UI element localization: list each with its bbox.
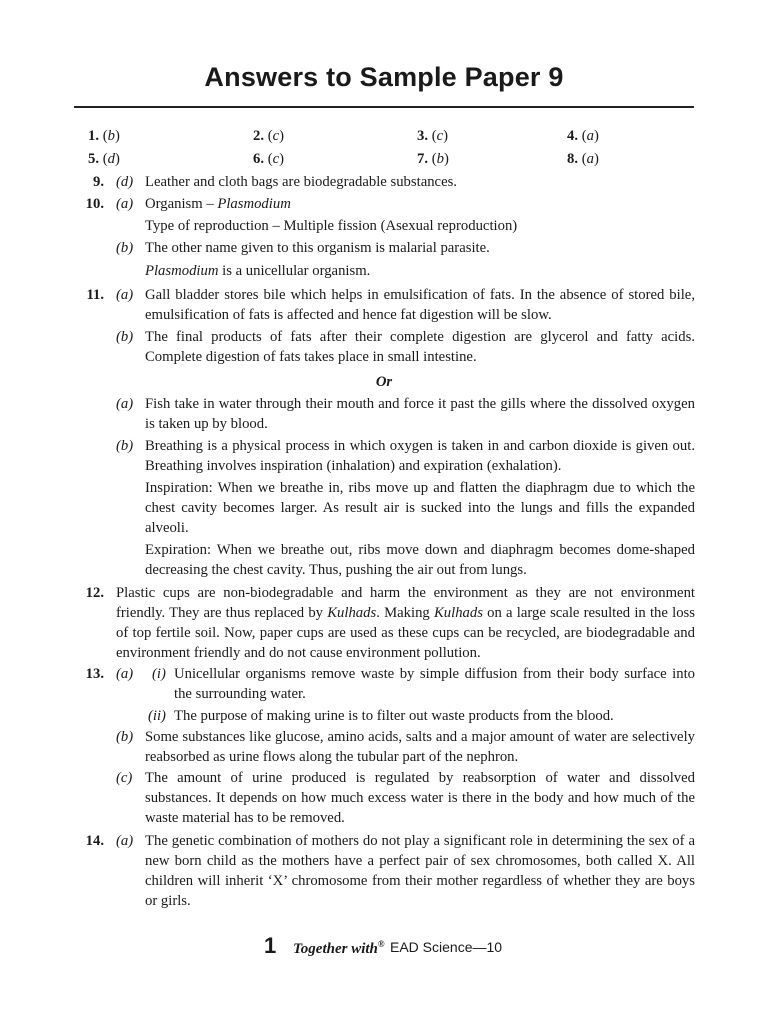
mcq-answer-8: 8. (a): [567, 151, 599, 167]
sub-label: (d): [116, 174, 134, 190]
answer-10-b-line2: Plasmodium is a unicellular organism.: [145, 263, 371, 279]
answer-text: Gall bladder stores bile which helps in emulsification of fats. In the absence of stored bile, emulsification of fats is affected and hence fat digestion will be slow.: [145, 287, 695, 323]
sub-label: (a): [116, 833, 134, 849]
page-title: Answers to Sample Paper 9: [204, 62, 564, 92]
sub-label: (b): [116, 329, 134, 345]
answer-text: The final products of fats after their complete digestion are glycerol and fatty acids. Complete digestion of fats takes place in small intestine.: [145, 329, 695, 365]
answer-10-reproduction: Type of reproduction – Multiple fission (Asexual reproduction): [145, 218, 518, 234]
answer-text: The genetic combination of mothers do not play a significant role in determining the sex of a new born child as the mothers have a perfect pair of sex chromosomes, both called X. All children will inherit ‘X’ chromosome from their mother regardless of whether they are boys or girls.: [145, 833, 695, 909]
question-number: 12.: [85, 585, 104, 601]
question-number: 10.: [85, 196, 104, 212]
mcq-answer-6: 6. (c): [253, 151, 285, 167]
answer-text: The amount of urine produced is regulated by reabsorption of water and dissolved substances. It depends on how much excess water is there in the body and how much of the waste material has to be removed.: [145, 770, 695, 826]
mcq-answer-4: 4. (a): [567, 128, 599, 144]
sub-label: (a): [116, 287, 134, 303]
sub-label: (a): [116, 196, 134, 212]
mcq-answer-3: 3. (c): [417, 128, 449, 144]
expiration-text: Expiration: When we breathe out, ribs move down and diaphragm becomes dome-shaped decreasing the chest cavity. Thus, pushing the air out from lungs.: [145, 542, 695, 578]
sub-label: (a): [116, 666, 134, 682]
answer-text: Breathing is a physical process in which oxygen is taken in and carbon dioxide is given out. Breathing involves inspiration (inhalation) and expiration (exhalation).: [145, 438, 695, 474]
sub-label: (b): [116, 729, 134, 745]
brand-name: Together with®: [293, 939, 385, 957]
question-number: 11.: [86, 287, 104, 303]
sub-label: (b): [116, 438, 134, 454]
question-number: 14.: [85, 833, 104, 849]
sub-label: (b): [116, 240, 134, 256]
sub-sub-label: (i): [152, 666, 166, 682]
answer-text: Organism – Plasmodium: [145, 196, 291, 212]
question-number: 9.: [92, 174, 104, 190]
sub-label: (a): [116, 396, 134, 412]
sub-sub-label: (ii): [148, 708, 166, 724]
sub-label: (c): [116, 770, 133, 786]
question-number: 13.: [85, 666, 104, 682]
inspiration-text: Inspiration: When we breathe in, ribs move up and flatten the diaphragm due to which the chest cavity becomes larger. As result air is sucked into the lungs and fills the expanded alveoli.: [145, 480, 695, 536]
mcq-answer-7: 7. (b): [417, 151, 449, 167]
answer-text: Leather and cloth bags are biodegradable substances.: [145, 174, 457, 190]
answer-text: Fish take in water through their mouth and force it past the gills where the dissolved oxygen is taken up by blood.: [145, 396, 695, 432]
book-title: EAD Science—10: [390, 939, 503, 955]
answer-text: Plastic cups are non-biodegradable and harm the environment as they are not environment friendly. They are thus replaced by Kulhads. Making Kulhads on a large scale resulted in the loss of top fertile soil. Now, paper cups are used as these cups can be recycled, are biodegradable and environment friendly and do not cause environment pollution.: [116, 585, 695, 661]
mcq-answer-1: 1. (b): [88, 128, 120, 144]
page-number: 1: [264, 933, 277, 958]
mcq-answer-2: 2. (c): [253, 128, 285, 144]
answer-text: The purpose of making urine is to filter out waste products from the blood.: [174, 708, 614, 724]
or-separator: Or: [375, 374, 393, 390]
mcq-answer-5: 5. (d): [88, 151, 120, 167]
answer-text: Some substances like glucose, amino acids, salts and a major amount of water are selectively reabsorbed as urine flows along the tubular part of the nephron.: [145, 729, 695, 765]
answer-text: The other name given to this organism is malarial parasite.: [145, 240, 490, 256]
page-footer: [0, 933, 768, 963]
answer-text: Unicellular organisms remove waste by simple diffusion from their body surface into the surrounding water.: [174, 666, 695, 702]
